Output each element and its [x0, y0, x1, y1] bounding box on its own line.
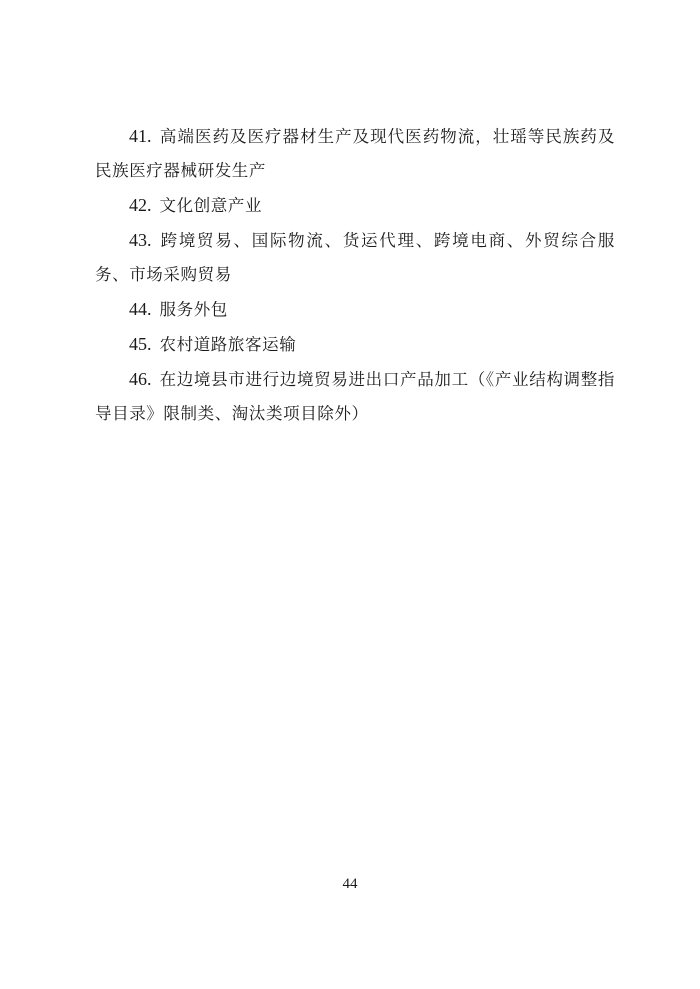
item-text: 文化创意产业 — [159, 196, 263, 215]
item-number: 41. — [129, 126, 152, 146]
list-item — [95, 188, 615, 223]
page-number: 44 — [342, 876, 358, 892]
list-item — [95, 327, 615, 362]
item-list — [95, 119, 615, 431]
item-text: 农村道路旅客运输 — [159, 335, 297, 354]
list-item — [95, 119, 615, 188]
item-text: 跨境贸易、国际物流、货运代理、跨境电商、外贸综合服务、市场采购贸易 — [95, 231, 615, 284]
item-number: 44. — [129, 299, 152, 319]
item-number: 45. — [129, 334, 152, 354]
list-item — [95, 223, 615, 292]
list-item — [95, 362, 615, 431]
item-number: 43. — [129, 230, 152, 250]
list-item — [95, 292, 615, 327]
item-number: 42. — [129, 195, 152, 215]
item-text: 在边境县市进行边境贸易进出口产品加工（《产业结构调整指导目录》限制类、淘汰类项目除外） — [95, 370, 615, 423]
item-text: 服务外包 — [159, 300, 228, 319]
item-text: 高端医药及医疗器材生产及现代医药物流，壮瑶等民族药及民族医疗器械研发生产 — [95, 127, 615, 180]
item-number: 46. — [129, 369, 152, 389]
